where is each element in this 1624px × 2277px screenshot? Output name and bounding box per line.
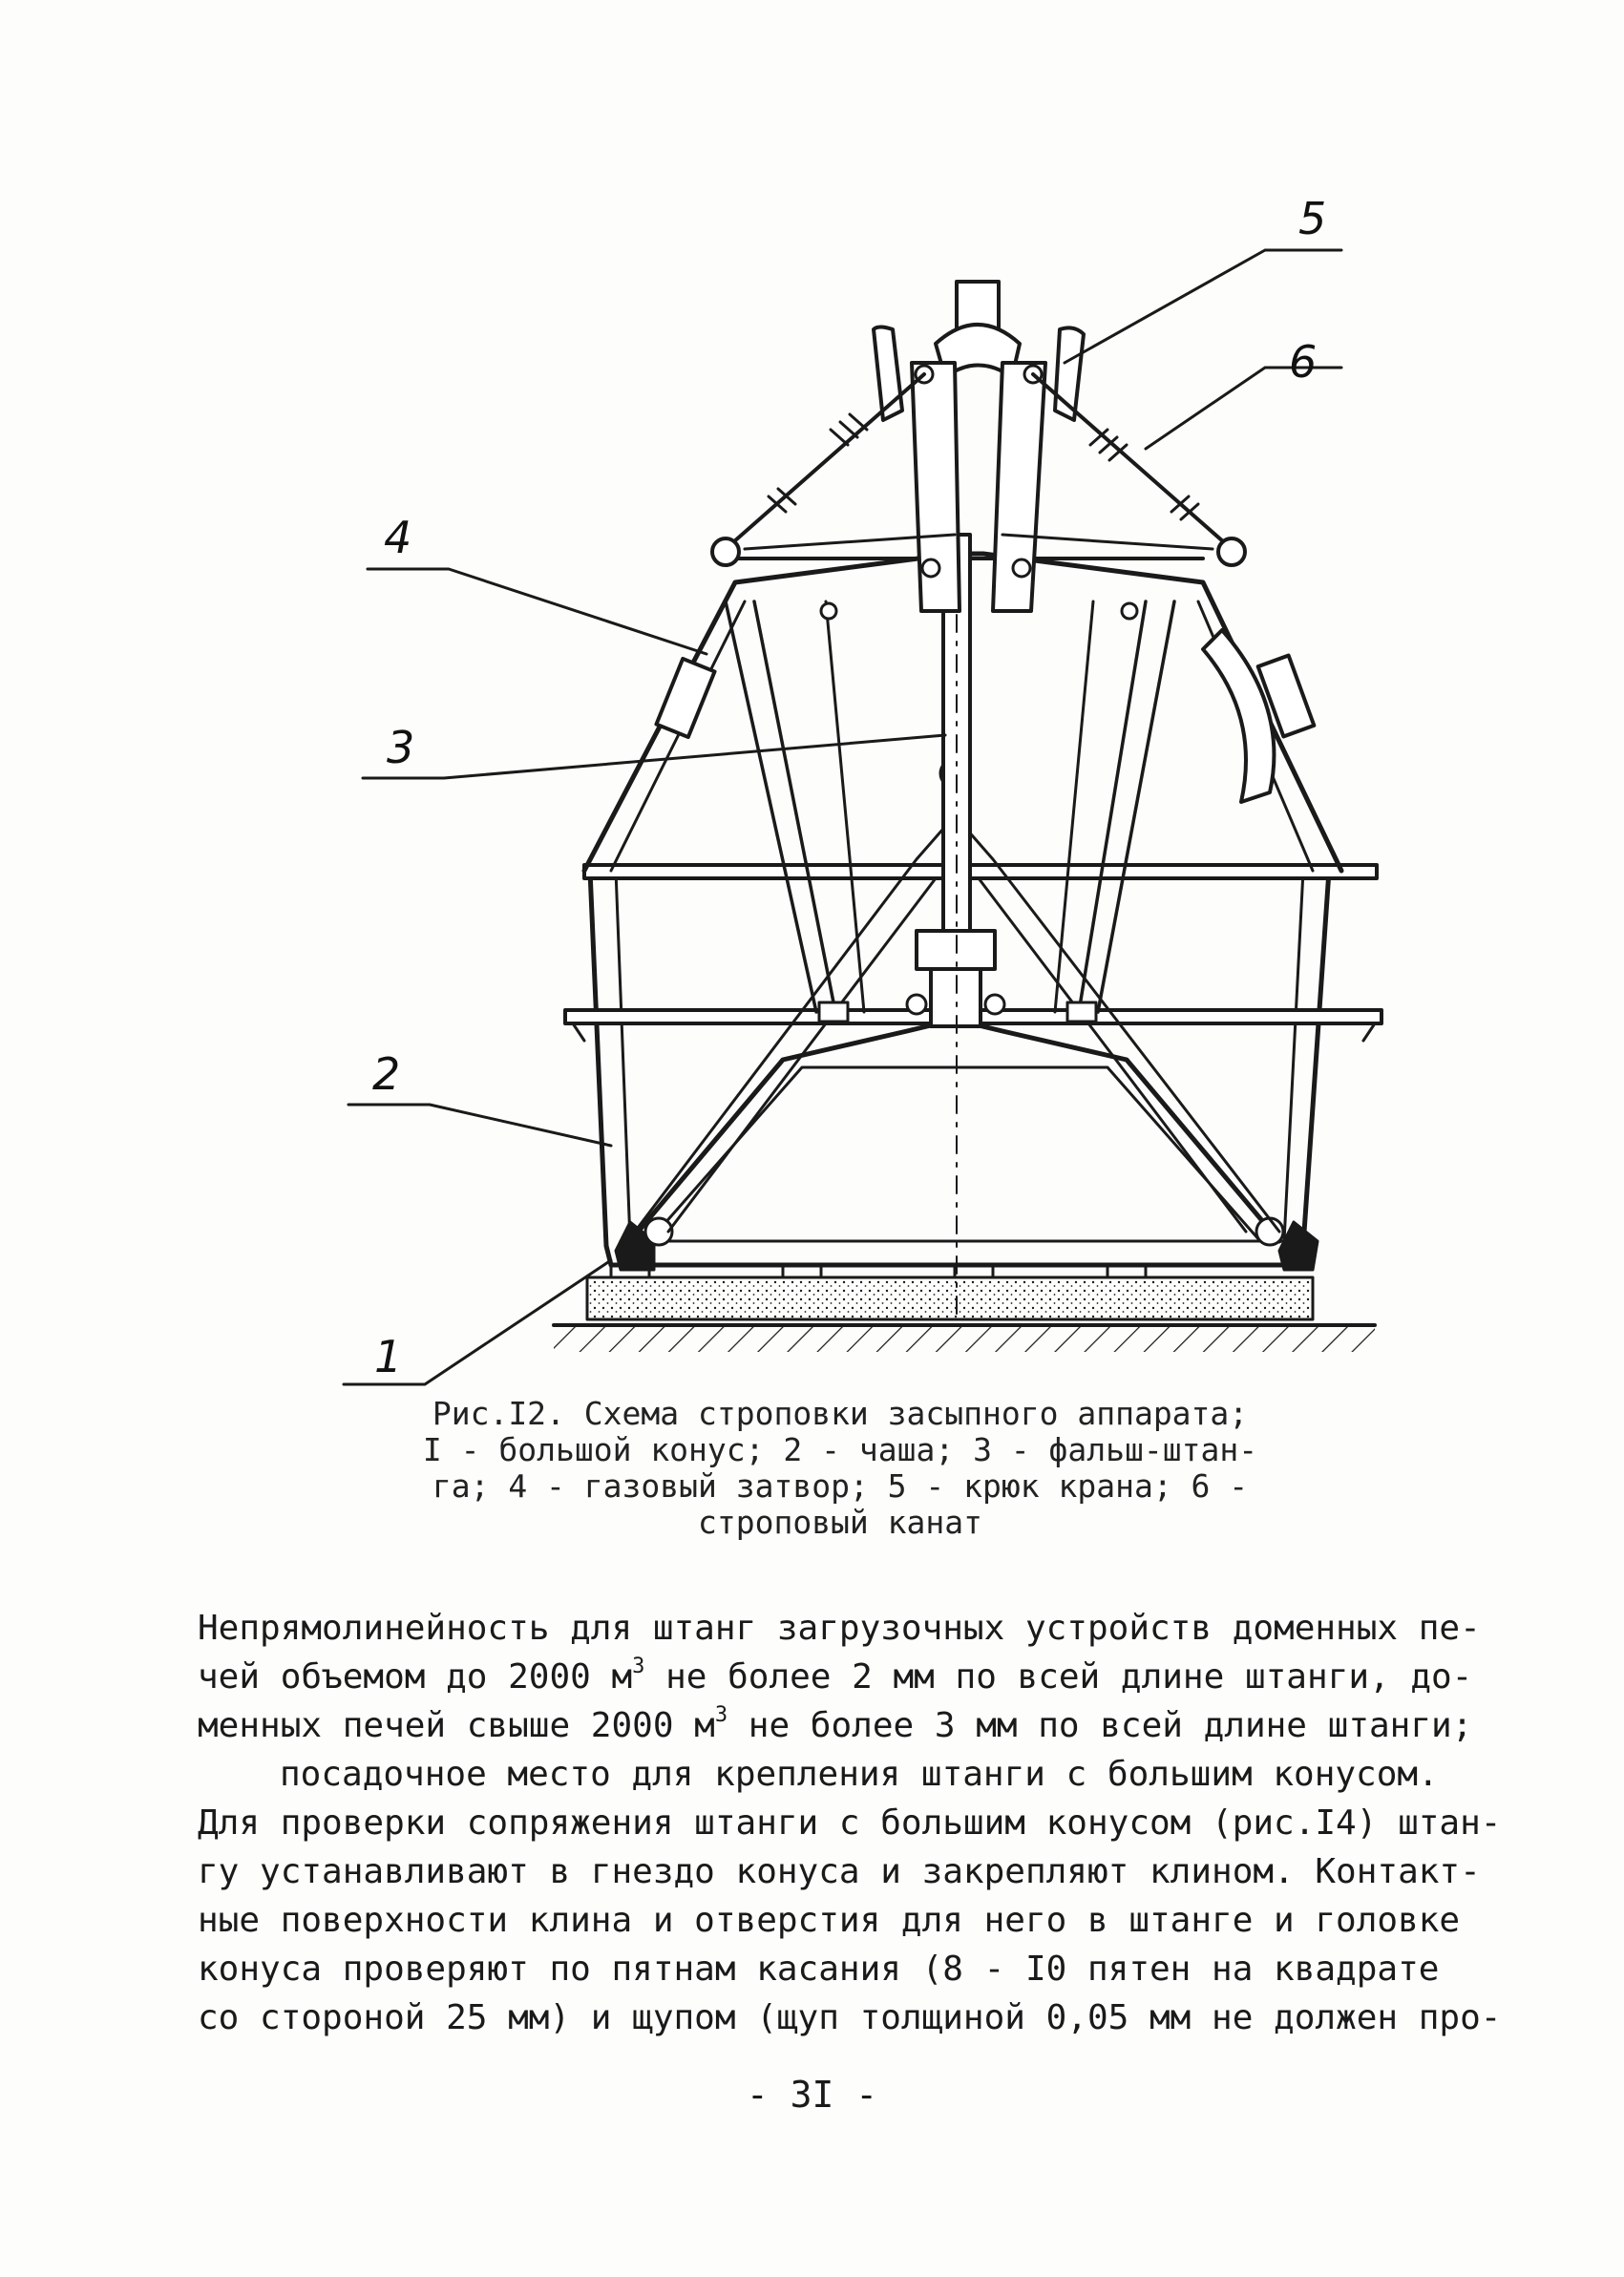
body-text-span: не более 2 мм по всей длине штанги, до- — [644, 1657, 1473, 1697]
body-text — [198, 1604, 1502, 2042]
body-line — [198, 1701, 1473, 1750]
body-line: Для проверки сопряжения штанги с большим конусом (рис.I4) штан- — [198, 1803, 1502, 1843]
superscript: 3 — [632, 1655, 645, 1678]
caption-line: строповый канат — [697, 1504, 982, 1541]
caption-line: I - большой конус; 2 - чаша; 3 - фальш-штан- — [422, 1431, 1258, 1468]
page-number: - 3I - — [746, 2074, 878, 2116]
sling-rope — [712, 374, 1245, 565]
label-5: 5 — [1298, 193, 1327, 244]
leader-lines — [344, 250, 1341, 1384]
body-line — [198, 1653, 1473, 1701]
false-rod — [917, 535, 995, 1318]
body-text-span: чей объемом до 2000 м — [198, 1657, 633, 1697]
body-text-span: менных печей свыше 2000 м — [198, 1706, 715, 1745]
body-line: со стороной 25 мм) и щупом (щуп толщиной 0,05 мм не должен про- — [198, 1998, 1502, 2037]
body-line: посадочное место для крепления штанги с большим конусом. — [280, 1755, 1439, 1794]
gas-seal — [656, 630, 1314, 802]
figure-caption — [363, 1396, 1318, 1541]
label-4: 4 — [384, 512, 412, 563]
superscript: 3 — [714, 1703, 728, 1727]
label-1: 1 — [374, 1331, 403, 1382]
label-6: 6 — [1289, 336, 1318, 388]
label-2: 2 — [372, 1048, 401, 1100]
body-text-span: не более 3 мм по всей длине штанги; — [728, 1706, 1473, 1745]
caption-line: Рис.I2. Схема строповки засыпного аппарата; — [432, 1395, 1249, 1432]
body-line: гу устанавливают в гнездо конуса и закрепляют клином. Контакт- — [198, 1852, 1481, 1891]
foundation — [554, 1264, 1375, 1352]
label-3: 3 — [387, 722, 415, 773]
body-line: конуса проверяют по пятнам касания (8 - I0 пятен на квадрате — [198, 1950, 1440, 1989]
body-line: Непрямолинейность для штанг загрузочных устройств доменных пе- — [198, 1609, 1481, 1648]
body-line: ные поверхности клина и отверстия для него в штанге и головке — [198, 1901, 1461, 1940]
caption-line: га; 4 - газовый затвор; 5 - крюк крана; 6 - — [432, 1467, 1249, 1505]
